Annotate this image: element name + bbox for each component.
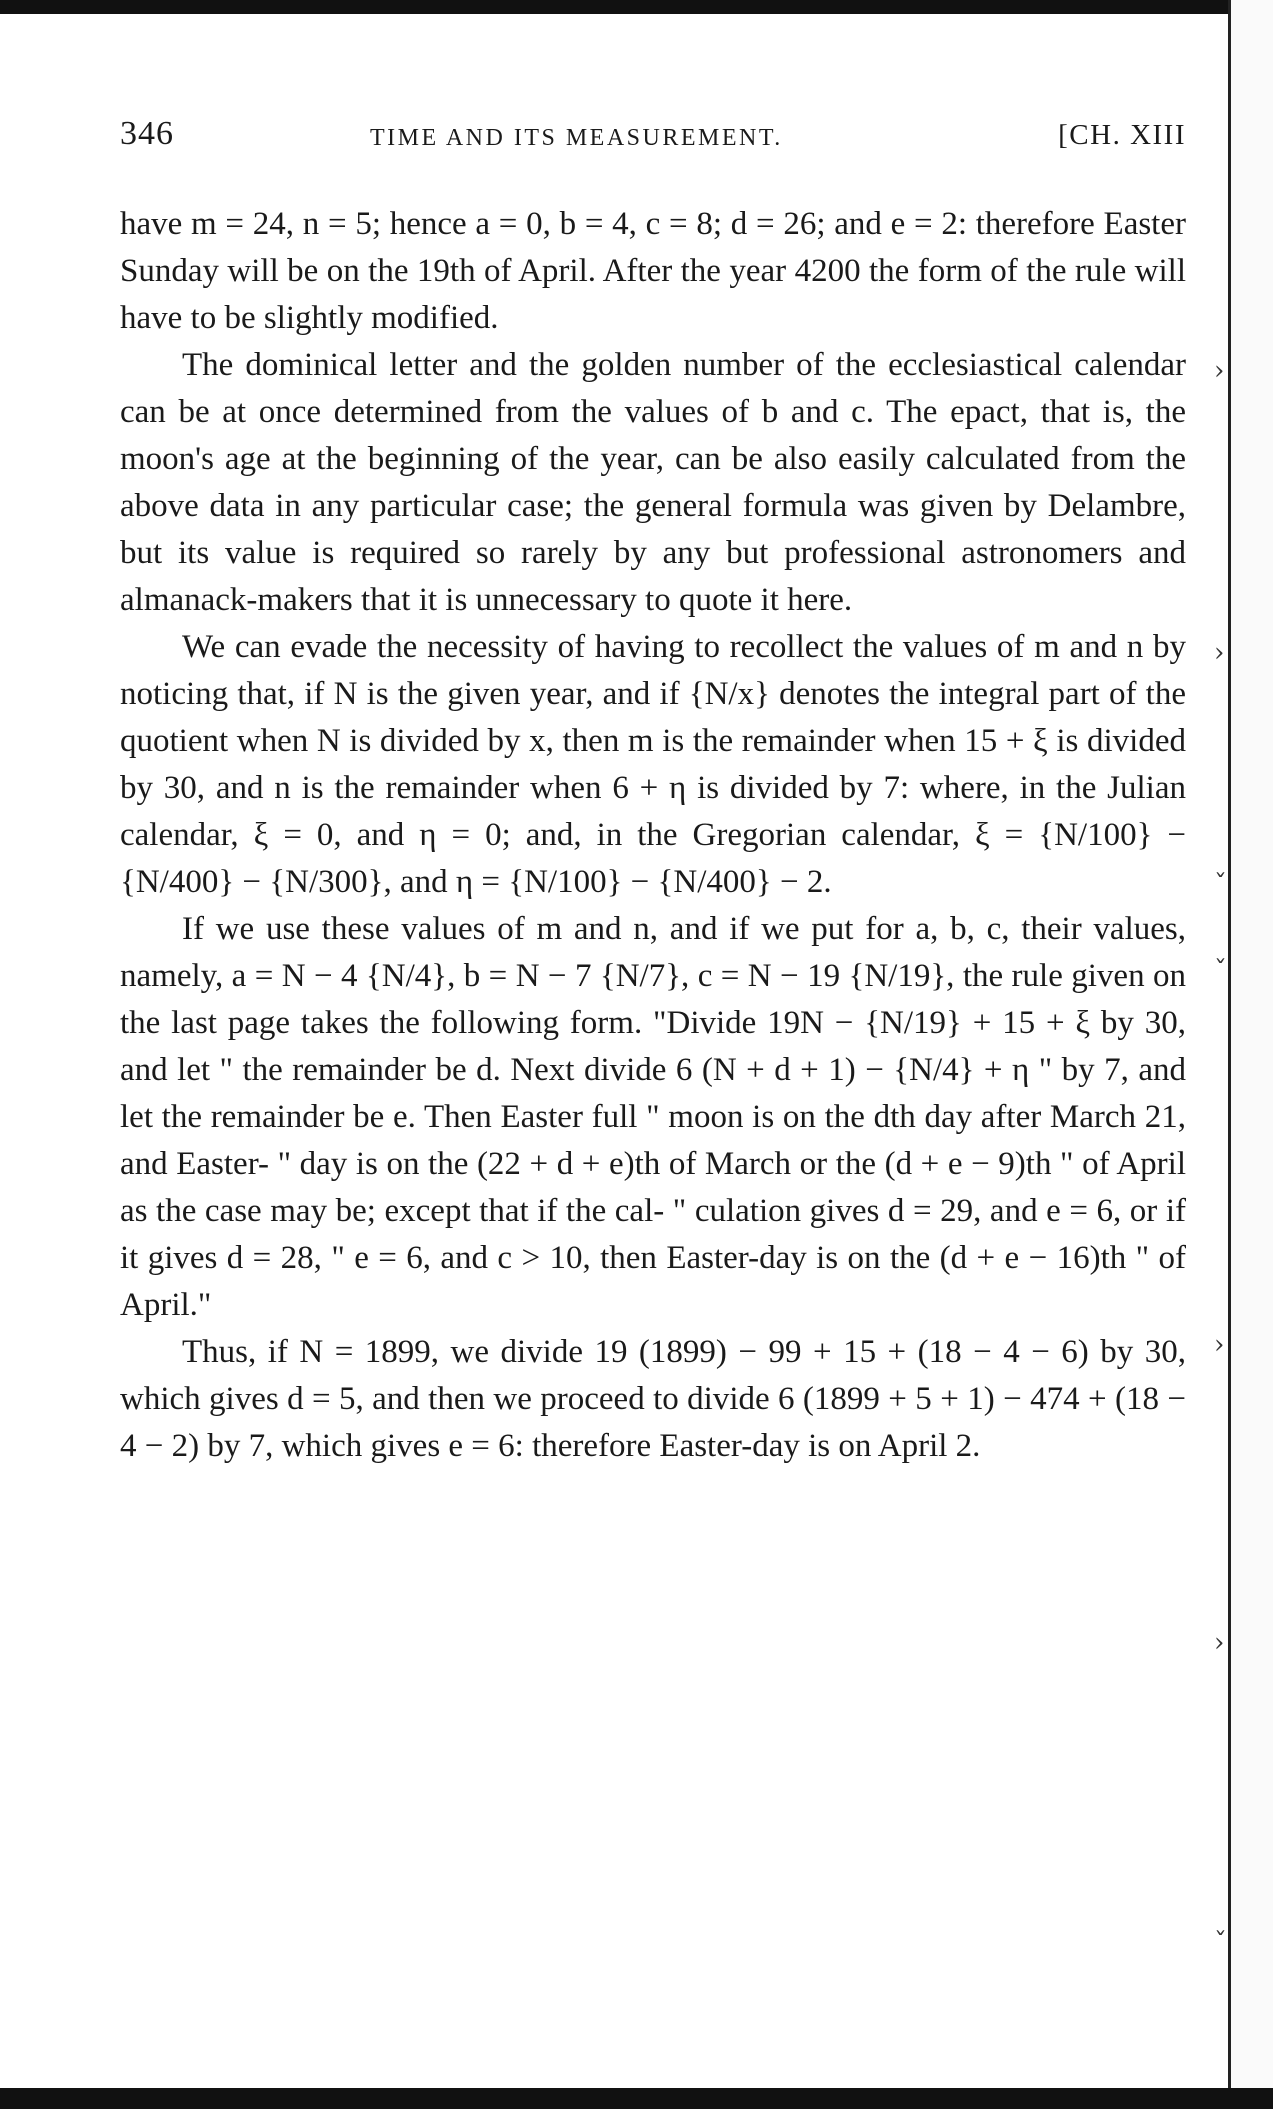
scan-top-border <box>0 0 1273 14</box>
paragraph-dominical-letter: The dominical letter and the golden number of the ecclesiastical calendar can be at once determined from the values of b and c. The epact, that is, the moon's age at the beginning of the year, can be also easily calculated from the above data in any particular case; the general formula was given by Delambre, but its value is required so rarely by any but professional astronomers and almanack-makers that it is unnecessary to quote it here. <box>120 347 1186 618</box>
binding-tick-mark: › <box>1214 1330 1225 1360</box>
chapter-label: [CH. XIII <box>1058 119 1186 151</box>
page-number: 346 <box>120 115 174 152</box>
binding-tick-mark: › <box>1214 1628 1225 1658</box>
scan-binding-line <box>1228 0 1231 2109</box>
paragraph-values-m-n: We can evade the necessity of having to recollect the values of m and n by noticing that, if N is the given year, and if {N/x} denotes the integral part of the quotient when N is divided by x, then m is the remainder when 15 + ξ is divided by 30, and n is the remainder when 6 + η is divided by 7: where, in the Julian calendar, ξ = 0, and η = 0; and, in the Gregorian calendar, ξ = {N/100} − {N/400} − {N/300}, and η = {N/100} − {N/400} − 2. <box>120 629 1186 900</box>
running-head <box>120 115 1186 175</box>
paragraph-worked-example: Thus, if N = 1899, we divide 19 (1899) − 99 + 15 + (18 − 4 − 6) by 30, which gives d = 5, and then we proceed to divide 6 (1899 + 5 + 1) − 474 + (18 − 4 − 2) by 7, which gives e = 6: therefore Easter-day is on April 2. <box>120 1334 1186 1464</box>
scan-right-margin <box>1231 0 1273 2109</box>
binding-tick-mark: ˇ <box>1214 870 1227 900</box>
binding-tick-mark: ˇ <box>1214 1928 1227 1958</box>
paragraph-rule-form: If we use these values of m and n, and if we put for a, b, c, their values, namely, a = N − 4 {N/4}, b = N − 7 {N/7}, c = N − 19 {N/19}, the rule given on the last page takes the following form. "Divide 19N − {N/19} + 15 + ξ by 30, and let " the remainder be d. Next divide 6 (N + d + 1) − {N/4} + η " by 7, and let the remainder be e. Then Easter full " moon is on the dth day after March 21, and Easter- " day is on the (22 + d + e)th of March or the (d + e − 9)th " of April as the case may be; except that if the cal- " culation gives d = 29, and e = 6, or if it gives d = 28, " e = 6, and c > 10, then Easter-day is on the (d + e − 16)th " of April." <box>120 911 1186 1323</box>
binding-tick-mark: ˇ <box>1214 956 1227 986</box>
running-title: TIME AND ITS MEASUREMENT. <box>370 125 783 151</box>
scan-bottom-border <box>0 2088 1273 2109</box>
book-page <box>120 115 1186 1470</box>
paragraph-easter-1899-result: have m = 24, n = 5; hence a = 0, b = 4, c = 8; d = 26; and e = 2: therefore Easter Sunday will be on the 19th of April. After the year 4200 the form of the rule will have to be slightly modified. <box>120 206 1186 336</box>
binding-tick-mark: › <box>1214 356 1225 386</box>
binding-tick-mark: › <box>1214 638 1225 668</box>
page-body <box>120 201 1186 1470</box>
